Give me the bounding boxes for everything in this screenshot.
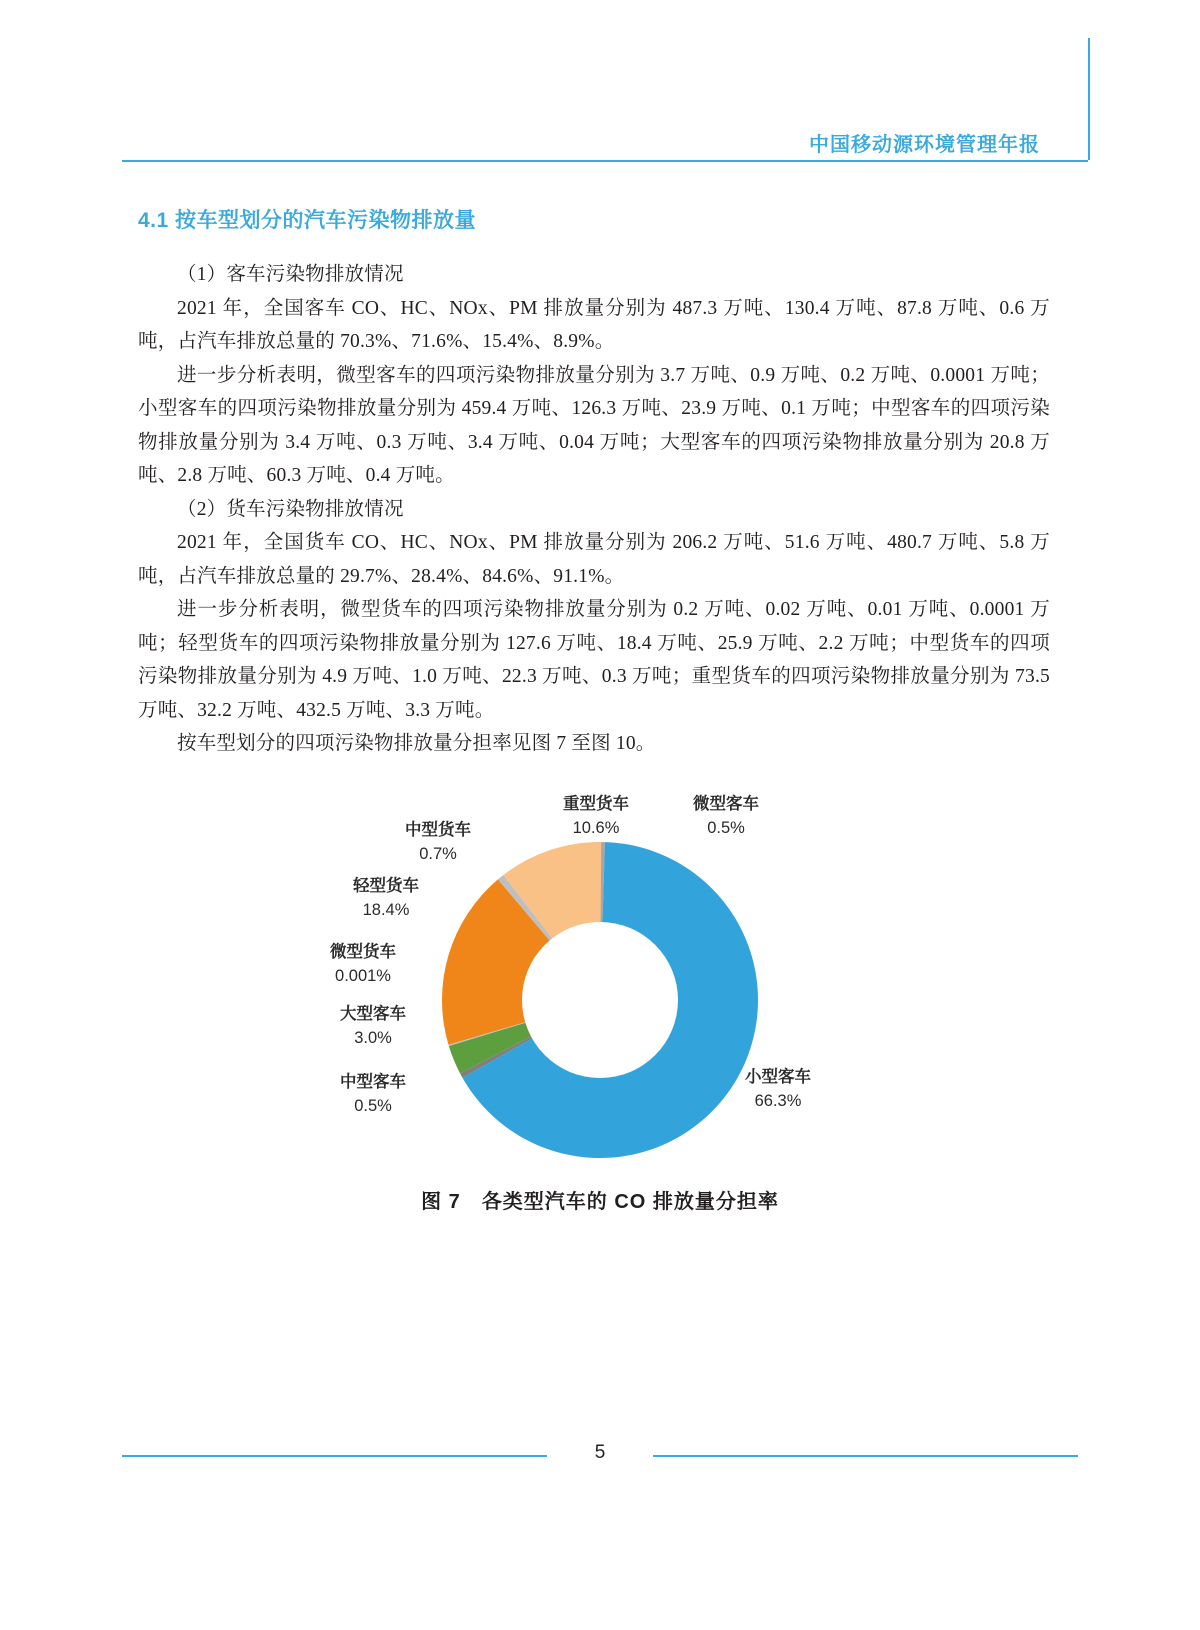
paragraph-truck-heading: （2）货车污染物排放情况 (177, 498, 404, 520)
pie-label-mini-truck (330, 940, 396, 988)
pie-label-medium-bus-value: 0.5% (354, 1097, 392, 1115)
page-footer (0, 1440, 1200, 1470)
pie-label-small-bus (745, 1065, 811, 1113)
pie-label-large-bus-name: 大型客车 (340, 1005, 406, 1023)
running-header-title: 中国移动源环境管理年报 (809, 134, 1040, 156)
pie-label-medium-truck-value: 0.7% (419, 845, 457, 863)
pie-label-mini-truck-value: 0.001% (335, 967, 391, 985)
pie-label-heavy-truck-name: 重型货车 (563, 795, 629, 813)
pie-label-small-bus-name: 小型客车 (745, 1068, 811, 1086)
pie-label-light-truck-name: 轻型货车 (353, 877, 419, 895)
figure-caption: 图 7 各类型汽车的 CO 排放量分担率 (421, 1191, 779, 1213)
pie-label-medium-truck-name: 中型货车 (405, 821, 471, 839)
pie-label-mini-bus (693, 792, 759, 840)
section-heading: 4.1 按车型划分的汽车污染物排放量 (138, 209, 477, 232)
pie-label-mini-bus-name: 微型客车 (693, 795, 759, 813)
footer-rule-right (653, 1455, 1078, 1457)
paragraph-passenger-totals: 2021 年，全国客车 CO、HC、NOx、PM 排放量分别为 487.3 万吨、130.4 万吨、87.8 万吨、0.6 万吨，占汽车排放总量的 70.3%、71.6%、15.4%、8.9%。 (138, 297, 1050, 352)
pie-label-small-bus-value: 66.3% (754, 1092, 802, 1110)
pie-label-medium-bus-name: 中型客车 (340, 1073, 406, 1091)
header-vertical-rule (1088, 38, 1090, 160)
pie-label-heavy-truck (563, 792, 629, 840)
donut-hole (522, 922, 678, 1078)
paragraph-passenger-heading: （1）客车污染物排放情况 (177, 264, 404, 285)
pie-label-mini-bus-value: 0.5% (707, 819, 745, 837)
donut-chart-svg (440, 840, 760, 1160)
pie-label-light-truck-value: 18.4% (362, 901, 410, 919)
figure-7-chart (120, 780, 1080, 1180)
pie-label-medium-truck (405, 818, 471, 866)
paragraph-truck-detail: 进一步分析表明，微型货车的四项污染物排放量分别为 0.2 万吨、0.02 万吨、0.01 万吨、0.0001 万吨；轻型货车的四项污染物排放量分别为 127.6 万吨、18.4 万吨、25.9 万吨、2.2 万吨；中型货车的四项污染物排放量分别为 4.9 万吨、1.0 万吨、22.3 万吨、0.3 万吨；重型货车的四项污染物排放量分别为 73.5 万吨、32.2 万吨、432.5 万吨、3.3 万吨。 (138, 599, 1050, 721)
pie-label-light-truck (353, 874, 419, 922)
pie-label-large-bus-value: 3.0% (354, 1029, 392, 1047)
pie-label-heavy-truck-value: 10.6% (572, 819, 620, 837)
pie-label-mini-truck-name: 微型货车 (330, 943, 396, 961)
paragraph-truck-totals: 2021 年，全国货车 CO、HC、NOx、PM 排放量分别为 206.2 万吨、51.6 万吨、480.7 万吨、5.8 万吨，占汽车排放总量的 29.7%、28.4%、84.6%、91.1%。 (138, 532, 1050, 587)
paragraph-figure-reference: 按车型划分的四项污染物排放量分担率见图 7 至图 10。 (177, 733, 656, 754)
body-text-block (138, 258, 1050, 761)
pie-label-large-bus (340, 1002, 406, 1050)
header-horizontal-rule (122, 160, 1088, 162)
donut-chart (440, 840, 760, 1160)
paragraph-passenger-detail: 进一步分析表明，微型客车的四项污染物排放量分别为 3.7 万吨、0.9 万吨、0.2 万吨、0.0001 万吨；小型客车的四项污染物排放量分别为 459.4 万吨、126.3 万吨、23.9 万吨、0.1 万吨；中型客车的四项污染物排放量分别为 3.4 万吨、0.3 万吨、3.4 万吨、0.04 万吨；大型客车的四项污染物排放量分别为 20.8 万吨、2.8 万吨、60.3 万吨、0.4 万吨。 (138, 364, 1050, 486)
page-number: 5 (594, 1442, 606, 1463)
pie-label-medium-bus (340, 1070, 406, 1118)
